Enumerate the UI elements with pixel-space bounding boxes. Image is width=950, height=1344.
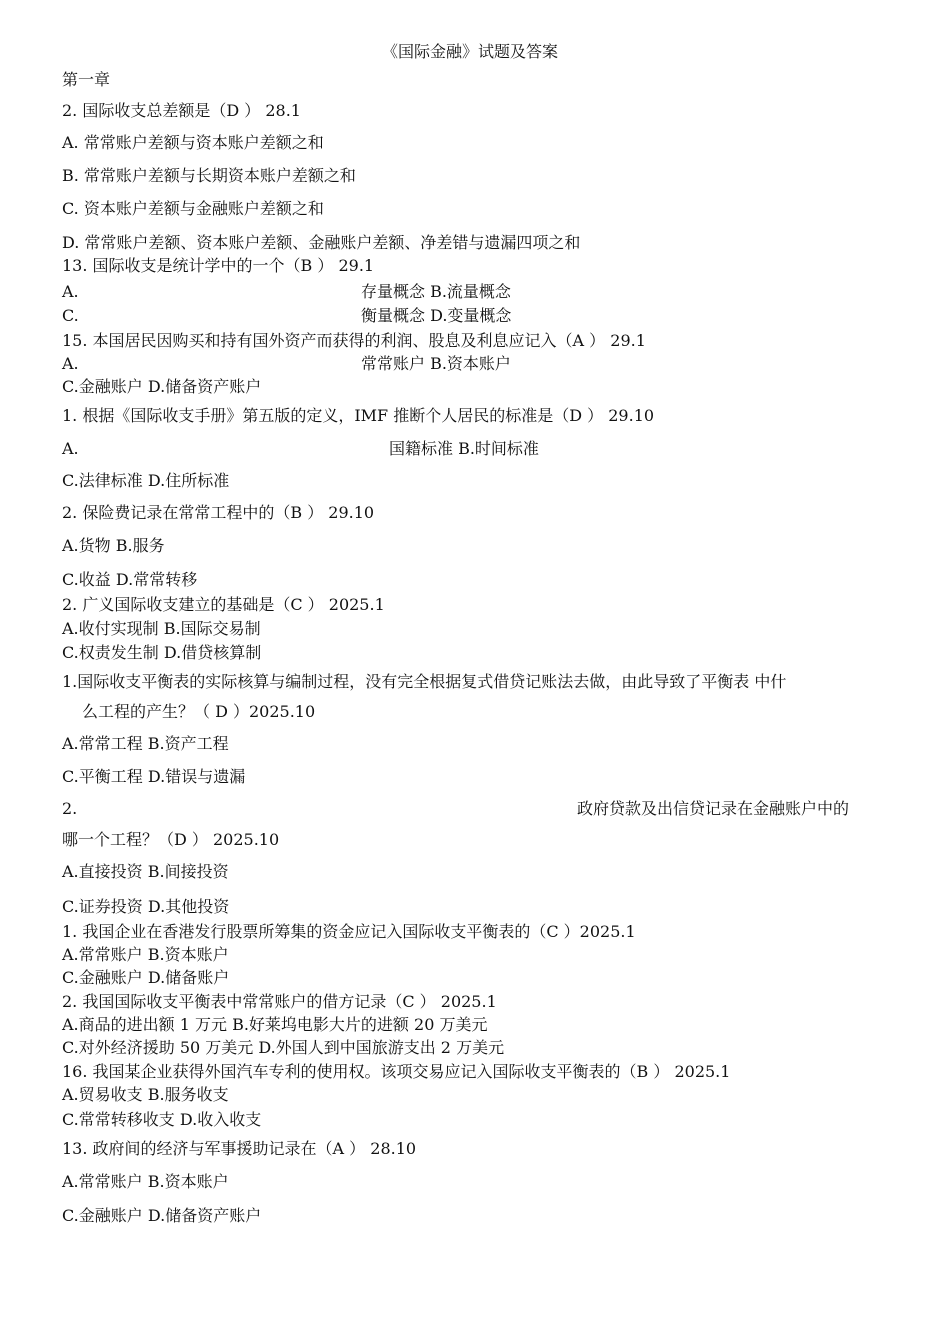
option-line: 衡量概念 D.变量概念 <box>361 306 512 325</box>
option-label: A. <box>62 354 79 373</box>
option-line: C.金融账户 D.储备账户 <box>62 968 230 987</box>
question-line: 2. 国际收支总差额是（D ） 28.1 <box>62 101 301 120</box>
question-line: 15. 本国居民因购买和持有国外资产而获得的利润、股息及利息应记入（A ） 29.1 <box>62 331 646 350</box>
option-line: 常常账户 B.资本账户 <box>361 354 511 373</box>
option-line: A.直接投资 B.间接投资 <box>62 862 229 881</box>
question-number: 2. <box>62 799 78 818</box>
option-label: A. <box>62 282 79 301</box>
question-line: 么工程的产生？（ D ）2025.10 <box>82 702 316 721</box>
option-line: C.法律标准 D.住所标准 <box>62 471 230 490</box>
option-line: A.商品的进出额 1 万元 B.好莱坞电影大片的进额 20 万美元 <box>62 1015 488 1034</box>
question-line: 1. 根据《国际收支手册》第五版的定义，IMF 推断个人居民的标准是（D ） 29.10 <box>62 406 655 425</box>
option-line: A. 常常账户差额与资本账户差额之和 <box>62 133 324 152</box>
option-line: 国籍标准 B.时间标准 <box>389 439 539 458</box>
option-line: C.收益 D.常常转移 <box>62 570 198 589</box>
option-line: A.常常账户 B.资本账户 <box>62 945 229 964</box>
document-title: 《国际金融》试题及答案 <box>382 42 559 61</box>
option-line: A.常常账户 B.资本账户 <box>62 1172 229 1191</box>
option-line: C. 资本账户差额与金融账户差额之和 <box>62 199 324 218</box>
question-line: 哪一个工程？（D ） 2025.10 <box>62 830 280 849</box>
option-line: C.金融账户 D.储备资产账户 <box>62 1206 262 1225</box>
option-line: 存量概念 B.流量概念 <box>361 282 511 301</box>
option-line: A.收付实现制 B.国际交易制 <box>62 619 261 638</box>
question-line: 1. 我国企业在香港发行股票所筹集的资金应记入国际收支平衡表的（C ）2025.1 <box>62 922 636 941</box>
question-line: 1.国际收支平衡表的实际核算与编制过程，没有完全根据复式借贷记账法去做，由此导致了平衡表 中什 <box>62 672 787 691</box>
option-line: A.贸易收支 B.服务收支 <box>62 1085 229 1104</box>
question-line: 2. 广义国际收支建立的基础是（C ） 2025.1 <box>62 595 385 614</box>
question-line: 2. 保险费记录在常常工程中的（B ） 29.10 <box>62 503 375 522</box>
option-line: D. 常常账户差额、资本账户差额、金融账户差额、净差错与遗漏四项之和 <box>62 233 581 252</box>
option-line: C.证券投资 D.其他投资 <box>62 897 230 916</box>
option-line: C.常常转移收支 D.收入收支 <box>62 1110 262 1129</box>
question-line: 13. 国际收支是统计学中的一个（B ） 29.1 <box>62 256 375 275</box>
question-line: 13. 政府间的经济与军事援助记录在（A ） 28.10 <box>62 1139 417 1158</box>
option-line: A.常常工程 B.资产工程 <box>62 734 229 753</box>
option-line: C.金融账户 D.储备资产账户 <box>62 377 262 396</box>
option-label: A. <box>62 439 79 458</box>
question-line: 2. 我国国际收支平衡表中常常账户的借方记录（C ） 2025.1 <box>62 992 497 1011</box>
option-line: C.平衡工程 D.错误与遗漏 <box>62 767 246 786</box>
option-line: C.对外经济援助 50 万美元 D.外国人到中国旅游支出 2 万美元 <box>62 1038 505 1057</box>
question-line: 16. 我国某企业获得外国汽车专利的使用权。该项交易应记入国际收支平衡表的（B ） 2025.1 <box>62 1062 731 1081</box>
option-label: C. <box>62 306 79 325</box>
question-line: 政府贷款及出信贷记录在金融账户中的 <box>577 799 850 818</box>
option-line: A.货物 B.服务 <box>62 536 165 555</box>
option-line: B. 常常账户差额与长期资本账户差额之和 <box>62 166 356 185</box>
option-line: C.权责发生制 D.借贷核算制 <box>62 643 262 662</box>
chapter-heading: 第一章 <box>62 70 111 89</box>
